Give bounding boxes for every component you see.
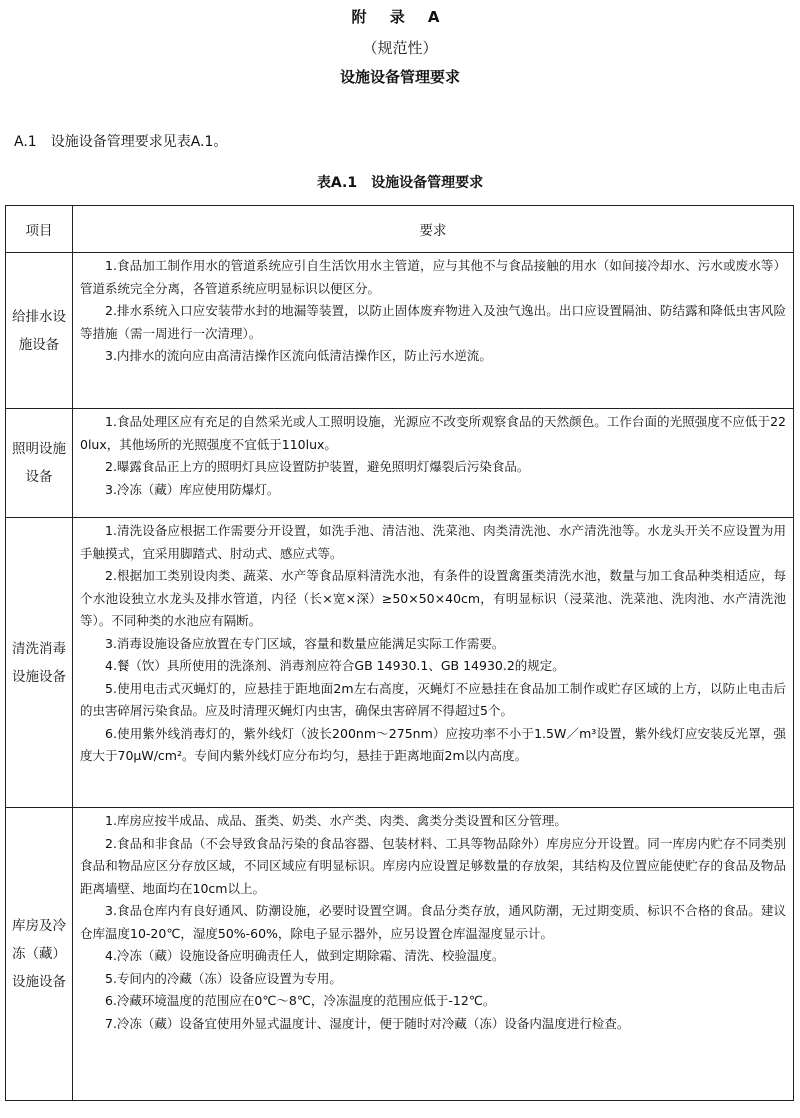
- requirement-item: 1.食品处理区应有充足的自然采光或人工照明设施，光源应不改变所观察食品的天然颜色。工作台面的光照强度不应低于220lux，其他场所的光照强度不宜低于110lux。: [80, 414, 786, 452]
- requirement-item: 7.冷冻（藏）设备宜使用外显式温度计、湿度计，便于随时对冷藏（冻）设备内温度进行检查。: [105, 1015, 630, 1031]
- requirement-item: 3.食品仓库内有良好通风、防潮设施，必要时设置空调。食品分类存放，通风防潮，无过期变质、标识不合格的食品。建议仓库温度10-20℃，湿度50%-60%，除电子显示器外，应另设置仓库温湿度显示计。: [80, 903, 786, 941]
- requirement-item: 1.库房应按半成品、成品、蛋类、奶类、水产类、肉类、禽类分类设置和区分管理。: [105, 813, 567, 828]
- requirement-item: 5.使用电击式灭蝇灯的，应悬挂于距地面2m左右高度，灭蝇灯不应悬挂在食品加工制作或贮存区域的上方，以防止电击后的虫害碎屑污染食品。应及时清理灭蝇灯内虫害，确保虫害碎屑不得超过5个。: [80, 680, 786, 718]
- column-header-requirement: 要求: [73, 206, 794, 253]
- row-category: 给排水设施设备: [6, 253, 73, 409]
- requirement-item: 2.曝露食品正上方的照明灯具应设置防护装置，避免照明灯爆裂后污染食品。: [105, 459, 530, 474]
- requirement-item: 3.内排水的流向应由高清洁操作区流向低清洁操作区，防止污水逆流。: [105, 348, 492, 363]
- row-requirements: [73, 518, 794, 808]
- requirement-item: 6.使用紫外线消毒灯的，紫外线灯（波长200nm～275nm）应按功率不小于1.5W／m³设置，紫外线灯应安装反光罩，强度大于70μW/cm²。专间内紫外线灯应分布均匀，悬挂于距离地面2m以内高度。: [80, 725, 786, 763]
- row-requirements: [73, 253, 794, 409]
- table-header-row: [6, 206, 794, 253]
- table-caption: 表A.1 设施设备管理要求: [316, 175, 484, 191]
- annex-type: （规范性）: [362, 39, 438, 57]
- requirement-item: 6.冷藏环境温度的范围应在0℃～8℃，冷冻温度的范围应低于-12℃。: [105, 993, 496, 1008]
- table-row: [6, 808, 794, 1101]
- requirement-item: 2.根据加工类别设肉类、蔬菜、水产等食品原料清洗水池，有条件的设置禽蛋类清洗水池，数量与加工食品种类相适应，每个水池设独立水龙头及排水管道，内径（长×宽×深）≥50×50×40cm，有明显标识（浸菜池、洗菜池、洗肉池、水产清洗池等）。不同种类的水池应有隔断。: [80, 568, 786, 628]
- requirement-item: 2.食品和非食品（不会导致食品污染的食品容器、包装材料、工具等物品除外）库房应分开设置。同一库房内贮存不同类别食品和物品应区分存放区域，不同区域应有明显标识。库房内应设置足够数量的存放架，其结构及位置应能使贮存的食品及物品距离墙壁、地面均在10cm以上。: [80, 835, 786, 896]
- requirement-item: 3.冷冻（藏）库应使用防爆灯。: [105, 481, 280, 497]
- requirement-item: 3.消毒设施设备应放置在专门区域，容量和数量应能满足实际工作需要。: [105, 635, 505, 651]
- annex-title: 附 录 A: [351, 8, 449, 26]
- annex-name: 设施设备管理要求: [339, 68, 460, 86]
- row-requirements: [73, 808, 794, 1101]
- requirement-item: 5.专间内的冷藏（冻）设备应设置为专用。: [105, 970, 342, 986]
- row-category: 照明设施设备: [6, 409, 73, 518]
- requirement-item: 2.排水系统入口应安装带水封的地漏等装置，以防止固体废弃物进入及浊气逸出。出口应设置隔油、防结露和降低虫害风险等措施（需一周进行一次清理）。: [80, 303, 786, 341]
- table-row: [6, 253, 794, 409]
- row-category: 库房及冷冻（藏）设施设备: [6, 808, 73, 1101]
- column-header-item: 项目: [6, 206, 73, 253]
- table-row: [6, 518, 794, 808]
- requirement-item: 1.食品加工制作用水的管道系统应引自生活饮用水主管道，应与其他不与食品接触的用水（如间接冷却水、污水或废水等）管道系统完全分离，各管道系统应明显标识以便区分。: [80, 258, 786, 296]
- requirements-table: [5, 205, 794, 1101]
- row-requirements: [73, 409, 794, 518]
- requirement-item: 4.冷冻（藏）设施设备应明确责任人，做到定期除霜、清洗、校验温度。: [105, 948, 505, 963]
- requirement-item: 4.餐（饮）具所使用的洗涤剂、消毒剂应符合GB 14930.1、GB 14930.2的规定。: [105, 658, 565, 673]
- intro-paragraph: A.1 设施设备管理要求见表A.1。: [14, 134, 228, 150]
- table-row: [6, 409, 794, 518]
- row-category: 清洗消毒设施设备: [6, 518, 73, 808]
- requirement-item: 1.清洗设备应根据工作需要分开设置，如洗手池、清洁池、洗菜池、肉类清洗池、水产清洗池等。水龙头开关不应设置为用手触摸式，宜采用脚踏式、肘动式、感应式等。: [80, 523, 786, 561]
